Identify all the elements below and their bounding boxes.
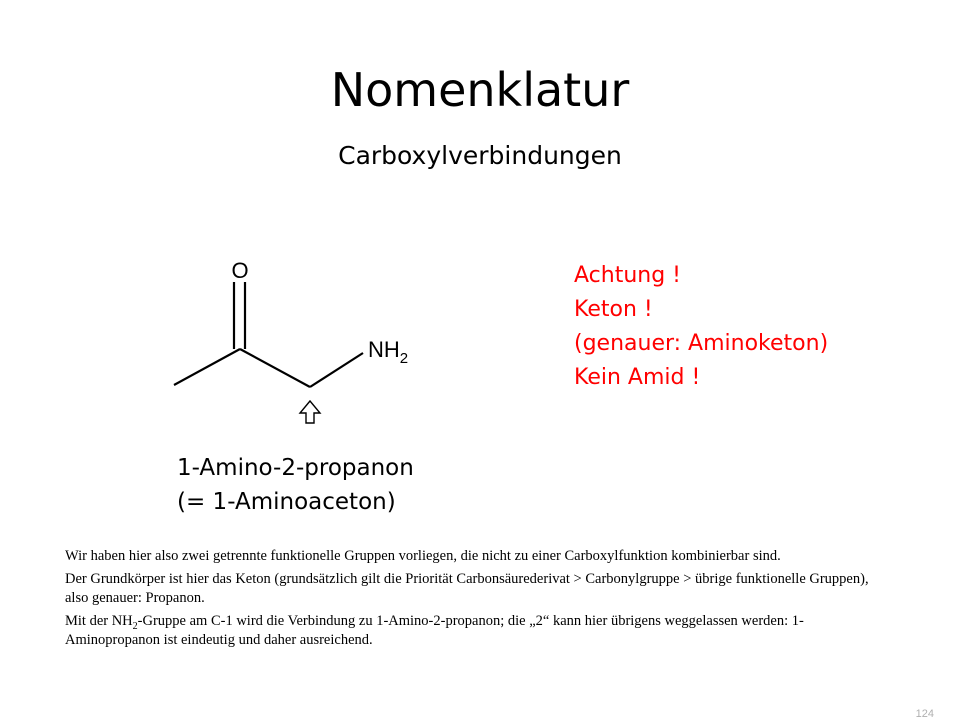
methyl-bond [174,349,240,385]
compound-name-iupac: 1-Amino-2-propanon [177,455,414,481]
aminoacetone-structure [160,245,440,435]
explanation-paragraph-2: Der Grundkörper ist hier das Keton (grundsätzlich gilt die Priorität Carbonsäurederivat > Carbonylgruppe > übrige funktionelle Gruppen), also genauer: Propanon. [65,571,869,606]
c1-n-bond [310,353,363,387]
explanation-paragraph-3: Mit der $NH_2$-Gruppe am C-1 wird die Verbindung zu 1-Amino-2-propanon; die „2“ kann hier übrigens weggelassen werden: 1-Aminopropanon ist eindeutig und daher ausreichend. [65,613,804,648]
slide-subtitle: Carboxylverbindungen [338,141,622,170]
explanation-paragraph-1: Wir haben hier also zwei getrennte funktionelle Gruppen vorliegen, die nicht zu einer Carboxylfunktion kombinierbar sind. [65,548,781,564]
oxygen-atom-label: O [231,258,249,283]
c2-c1-bond [240,349,310,387]
slide-title: Nomenklatur [330,63,630,117]
warning-note [574,259,934,395]
hollow-up-arrow-icon [300,401,320,423]
compound-name-trivial: (= 1-Aminoaceton) [177,489,396,515]
amine-group-label: $NH_2$ [368,337,409,367]
explanation-notes [65,547,880,654]
compound-name [177,451,537,519]
warning-line-no-amide: Kein Amid ! [574,365,701,390]
warning-line-ketone: Keton ! [574,297,653,322]
warning-line-attention: Achtung ! [574,263,681,288]
warning-line-aminoketone: (genauer: Aminoketon) [574,331,829,356]
page-number: 124 [915,708,934,720]
